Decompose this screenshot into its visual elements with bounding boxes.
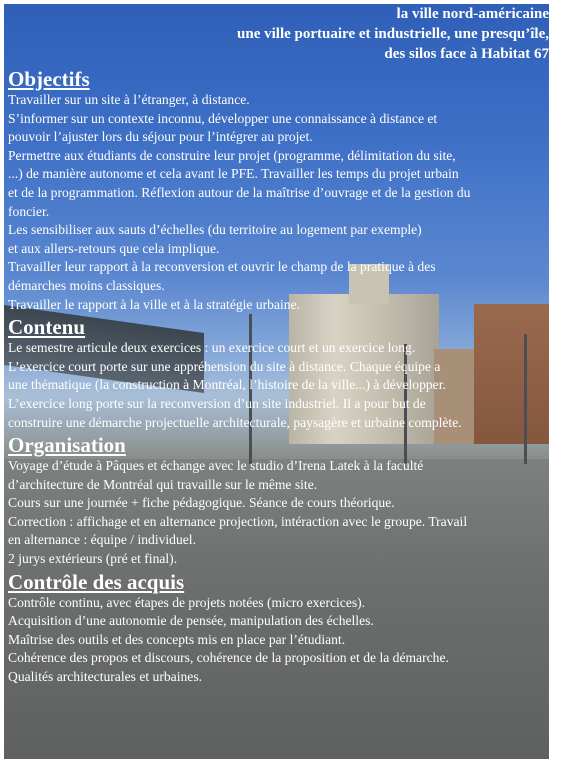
text-line: Acquisition d’une autonomie de pensée, manipulation des échelles. [8, 613, 374, 629]
section-body [4, 91, 549, 314]
text-line: Contrôle continu, avec étapes de projets notées (micro exercices). [8, 594, 366, 610]
text-line: Travailler leur rapport à la reconversion et ouvrir le champ de la pratique à des [8, 259, 436, 275]
text-line: ...) de manière autonome et cela avant le PFE. Travailler les temps du projet urbain [8, 166, 459, 182]
text-line: en alternance : équipe / individuel. [8, 532, 196, 548]
text-line: Les sensibiliser aux sauts d’échelles (du territoire au logement par exemple) [8, 222, 422, 238]
section-body [4, 594, 549, 687]
text-line: Travailler le rapport à la ville et à la stratégie urbaine. [8, 296, 301, 312]
text-line: L’exercice court porte sur une appréhension du site à distance. Chaque équipe a [8, 358, 441, 374]
header-line: la ville nord-américaine [396, 6, 549, 22]
text-line: et de la programmation. Réflexion autour de la maîtrise d’ouvrage et de la gestion du [8, 184, 471, 200]
text-line: Cohérence des propos et discours, cohérence de la proposition et de la démarche. [8, 650, 449, 666]
section-body [4, 339, 549, 432]
section-objectifs [4, 67, 549, 314]
text-line: d’architecture de Montréal qui travaille sur le même site. [8, 476, 318, 492]
section-title: Organisation [8, 433, 126, 458]
text-line: 2 jurys extérieurs (pré et final). [8, 551, 178, 567]
section-body [4, 457, 549, 569]
text-line: Travailler sur un site à l’étranger, à distance. [8, 92, 250, 107]
text-line: Correction : affichage et en alternance projection, intéraction avec le groupe. Travail [8, 513, 468, 529]
text-line: Cours sur une journée + fiche pédagogique. Séance de cours théorique. [8, 495, 395, 511]
text-line: foncier. [8, 203, 50, 219]
section-controle [4, 570, 549, 687]
section-contenu [4, 315, 549, 432]
text-overlay [4, 4, 549, 687]
section-title: Objectifs [8, 67, 90, 91]
text-line: pouvoir l’ajuster lors du séjour pour l’intégrer au projet. [8, 129, 313, 145]
text-line: Voyage d’étude à Pâques et échange avec le studio d’Irena Latek à la faculté [8, 458, 424, 474]
section-organisation [4, 433, 549, 569]
text-line: et aux allers-retours que cela implique. [8, 240, 220, 256]
section-title: Contrôle des acquis [8, 569, 185, 594]
text-line: construire une démarche projectuelle architecturale, paysagère et urbaine complète. [8, 414, 462, 430]
text-line: Le semestre articule deux exercices : un exercice court et un exercice long. [8, 340, 416, 356]
text-line: Permettre aux étudiants de construire leur projet (programme, délimitation du site, [8, 147, 456, 163]
header-line: des silos face à Habitat 67 [384, 46, 549, 62]
text-line: Maîtrise des outils et des concepts mis en place par l’étudiant. [8, 631, 346, 647]
section-title: Contenu [8, 315, 86, 340]
text-line: Qualités architecturales et urbaines. [8, 669, 203, 685]
text-line: L’exercice long porte sur la reconversion d’un site industriel. Il a pour but de [8, 395, 426, 411]
header-line: une ville portuaire et industrielle, une presqu’île, [237, 26, 549, 42]
header-block [4, 4, 549, 64]
text-line: une thématique (la construction à Montréal, l’histoire de la ville...) à développer. [8, 377, 446, 393]
text-line: démarches moins classiques. [8, 277, 165, 293]
text-line: S’informer sur un contexte inconnu, développer une connaissance à distance et [8, 110, 438, 126]
